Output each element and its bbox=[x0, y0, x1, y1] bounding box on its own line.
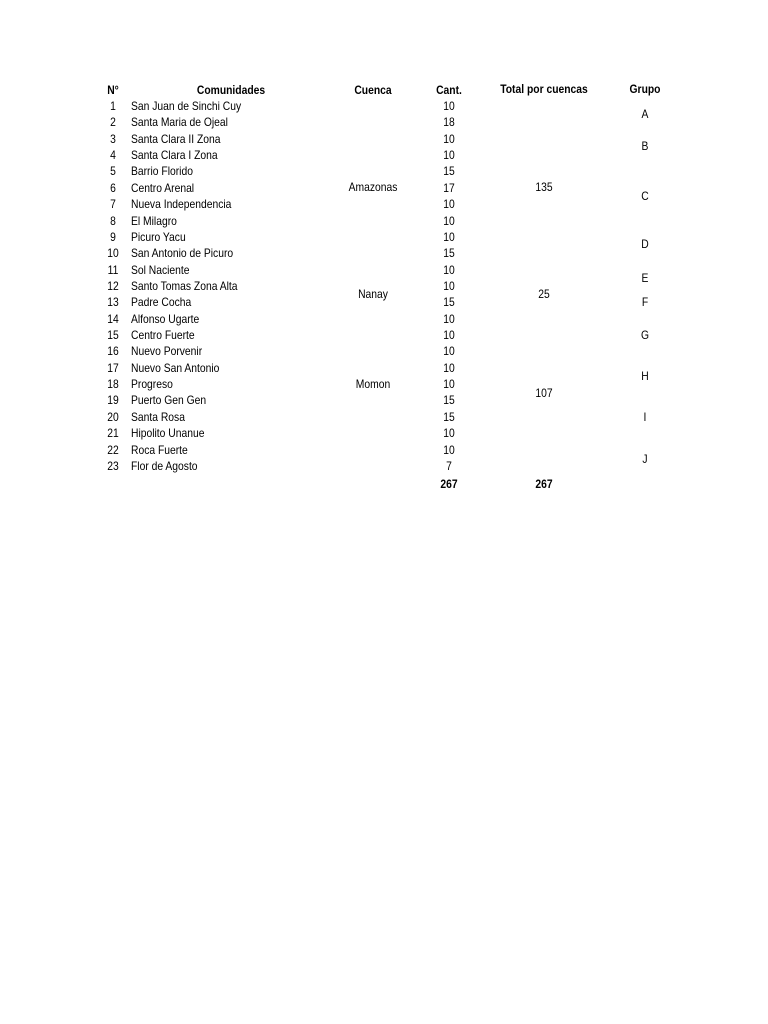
row-number: 12 bbox=[107, 279, 119, 293]
total-basin: 267 bbox=[535, 477, 553, 491]
row-quantity: 10 bbox=[443, 344, 455, 358]
basin-total-nanay: 25 bbox=[538, 287, 550, 301]
row-number: 17 bbox=[107, 361, 119, 375]
community-name: Sol Naciente bbox=[131, 263, 190, 277]
row-quantity: 10 bbox=[443, 279, 455, 293]
community-name: Puerto Gen Gen bbox=[131, 393, 207, 407]
row-quantity: 10 bbox=[443, 214, 455, 228]
group-f: F bbox=[641, 295, 649, 309]
community-name: Santo Tomas Zona Alta bbox=[131, 279, 238, 293]
community-name: Nuevo San Antonio bbox=[131, 361, 220, 375]
row-quantity: 10 bbox=[443, 263, 455, 277]
community-name: Santa Maria de Ojeal bbox=[131, 115, 228, 129]
community-name: Santa Rosa bbox=[131, 410, 185, 424]
row-number: 11 bbox=[107, 263, 119, 277]
row-number: 2 bbox=[110, 115, 116, 129]
row-number: 20 bbox=[107, 410, 119, 424]
row-quantity: 17 bbox=[443, 181, 455, 195]
row-quantity: 10 bbox=[443, 328, 455, 342]
community-name: Padre Cocha bbox=[131, 295, 192, 309]
community-name: Picuro Yacu bbox=[131, 230, 186, 244]
row-quantity: 15 bbox=[443, 246, 455, 260]
group-c: C bbox=[641, 189, 649, 203]
header-qty: Cant. bbox=[436, 83, 462, 97]
row-number: 16 bbox=[107, 344, 119, 358]
row-number: 8 bbox=[110, 214, 116, 228]
community-name: Hipolito Unanue bbox=[131, 426, 205, 440]
header-num: N° bbox=[107, 83, 119, 97]
row-number: 3 bbox=[110, 132, 116, 146]
community-name: Progreso bbox=[131, 377, 173, 391]
community-name: Roca Fuerte bbox=[131, 443, 188, 457]
row-number: 7 bbox=[110, 197, 116, 211]
group-i: I bbox=[643, 410, 647, 424]
row-quantity: 7 bbox=[446, 459, 452, 473]
row-number: 15 bbox=[107, 328, 119, 342]
row-number: 9 bbox=[110, 230, 116, 244]
basin-momon: Momon bbox=[355, 377, 391, 391]
basin-nanay: Nanay bbox=[358, 287, 388, 301]
community-name: Centro Arenal bbox=[131, 181, 195, 195]
row-quantity: 10 bbox=[443, 443, 455, 457]
community-name: Santa Clara II Zona bbox=[131, 132, 221, 146]
community-name: San Antonio de Picuro bbox=[131, 246, 234, 260]
header-community: Comunidades bbox=[196, 83, 266, 97]
basin-total-amazonas: 135 bbox=[535, 180, 553, 194]
row-quantity: 10 bbox=[443, 377, 455, 391]
row-quantity: 10 bbox=[443, 312, 455, 326]
community-name: Barrio Florido bbox=[131, 164, 193, 178]
community-name: Nueva Independencia bbox=[131, 197, 232, 211]
community-name: Nuevo Porvenir bbox=[131, 344, 203, 358]
row-number: 18 bbox=[107, 377, 119, 391]
group-h: H bbox=[641, 369, 649, 383]
row-quantity: 15 bbox=[443, 410, 455, 424]
community-name: El Milagro bbox=[131, 214, 177, 228]
row-quantity: 10 bbox=[443, 99, 455, 113]
group-g: G bbox=[640, 328, 650, 342]
row-number: 22 bbox=[107, 443, 119, 457]
row-quantity: 15 bbox=[443, 393, 455, 407]
community-name: Flor de Agosto bbox=[131, 459, 198, 473]
header-group: Grupo bbox=[629, 82, 661, 96]
row-number: 4 bbox=[110, 148, 116, 162]
group-j: J bbox=[642, 452, 648, 466]
row-number: 6 bbox=[110, 181, 116, 195]
row-number: 21 bbox=[107, 426, 119, 440]
row-quantity: 10 bbox=[443, 426, 455, 440]
group-b: B bbox=[641, 139, 649, 153]
row-quantity: 15 bbox=[443, 295, 455, 309]
row-quantity: 10 bbox=[443, 148, 455, 162]
row-quantity: 10 bbox=[443, 197, 455, 211]
total-qty: 267 bbox=[440, 477, 458, 491]
row-number: 10 bbox=[107, 246, 119, 260]
row-number: 13 bbox=[107, 295, 119, 309]
community-name: Santa Clara I Zona bbox=[131, 148, 218, 162]
basin-total-momon: 107 bbox=[535, 386, 553, 400]
basin-amazonas: Amazonas bbox=[348, 180, 398, 194]
group-d: D bbox=[641, 237, 649, 251]
header-basin-total: Total por cuencas bbox=[500, 82, 588, 96]
community-name: San Juan de Sinchi Cuy bbox=[131, 99, 242, 113]
header-basin: Cuenca bbox=[354, 83, 392, 97]
row-quantity: 10 bbox=[443, 132, 455, 146]
row-quantity: 18 bbox=[443, 115, 455, 129]
row-number: 14 bbox=[107, 312, 119, 326]
row-number: 23 bbox=[107, 459, 119, 473]
row-quantity: 15 bbox=[443, 164, 455, 178]
row-quantity: 10 bbox=[443, 230, 455, 244]
row-number: 19 bbox=[107, 393, 119, 407]
row-number: 1 bbox=[110, 99, 116, 113]
group-e: E bbox=[641, 271, 649, 285]
row-number: 5 bbox=[110, 164, 116, 178]
community-name: Alfonso Ugarte bbox=[131, 312, 200, 326]
row-quantity: 10 bbox=[443, 361, 455, 375]
group-a: A bbox=[641, 107, 649, 121]
community-name: Centro Fuerte bbox=[131, 328, 195, 342]
